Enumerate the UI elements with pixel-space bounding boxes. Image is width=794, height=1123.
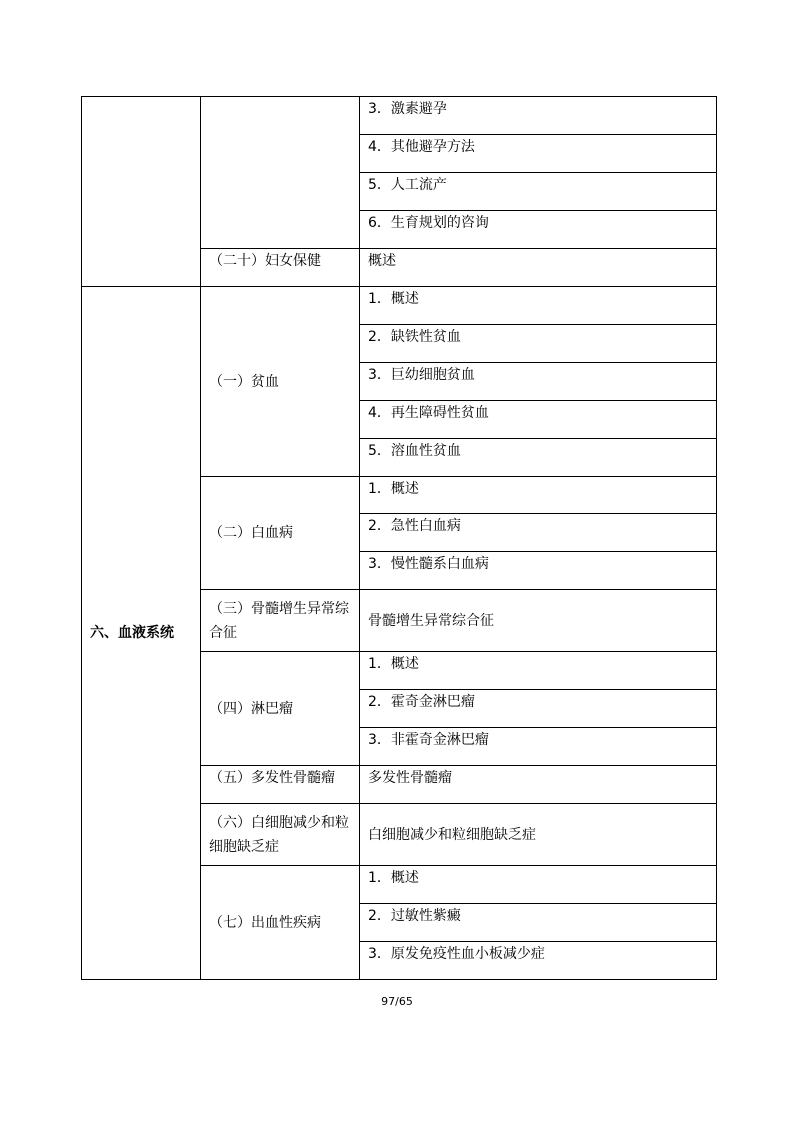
list-item: 2．缺铁性贫血 — [360, 325, 717, 363]
list-item: 2．急性白血病 — [360, 514, 717, 552]
subsection-women-health: （二十）妇女保健 — [201, 249, 360, 287]
list-item: 骨髓增生异常综合征 — [360, 590, 717, 652]
subsection-bleeding-disorders: （七）出血性疾病 — [201, 866, 360, 980]
subsection-lymphoma: （四）淋巴瘤 — [201, 652, 360, 766]
list-item: 2．霍奇金淋巴瘤 — [360, 690, 717, 728]
list-item: 5．溶血性贫血 — [360, 439, 717, 477]
subsection-mds: （三）骨髓增生异常综合征 — [201, 590, 360, 652]
subsection-leukemia: （二）白血病 — [201, 477, 360, 590]
list-item: 3．原发免疫性血小板减少症 — [360, 942, 717, 980]
list-item: 1．概述 — [360, 477, 717, 514]
list-item: 2．过敏性紫癜 — [360, 904, 717, 942]
list-item: 1．概述 — [360, 866, 717, 904]
list-item: 3．激素避孕 — [360, 97, 717, 135]
list-item: 3．慢性髓系白血病 — [360, 552, 717, 590]
subsection-multiple-myeloma: （五）多发性骨髓瘤 — [201, 766, 360, 804]
list-item: 4．再生障碍性贫血 — [360, 401, 717, 439]
list-item: 多发性骨髓瘤 — [360, 766, 717, 804]
list-item: 3．非霍奇金淋巴瘤 — [360, 728, 717, 766]
subsection-cell-continued — [201, 97, 360, 249]
section-cell-continued — [82, 97, 201, 287]
syllabus-table — [81, 96, 717, 980]
list-item: 6．生育规划的咨询 — [360, 211, 717, 249]
section-title-blood-system: 六、血液系统 — [82, 287, 201, 980]
subsection-anemia: （一）贫血 — [201, 287, 360, 477]
list-item: 3．巨幼细胞贫血 — [360, 363, 717, 401]
list-item: 1．概述 — [360, 652, 717, 690]
list-item: 4．其他避孕方法 — [360, 135, 717, 173]
list-item: 5．人工流产 — [360, 173, 717, 211]
list-item: 白细胞减少和粒细胞缺乏症 — [360, 804, 717, 866]
subsection-neutropenia: （六）白细胞减少和粒细胞缺乏症 — [201, 804, 360, 866]
page-number: 97/65 — [381, 995, 413, 1008]
list-item: 概述 — [360, 249, 717, 287]
list-item: 1．概述 — [360, 287, 717, 325]
